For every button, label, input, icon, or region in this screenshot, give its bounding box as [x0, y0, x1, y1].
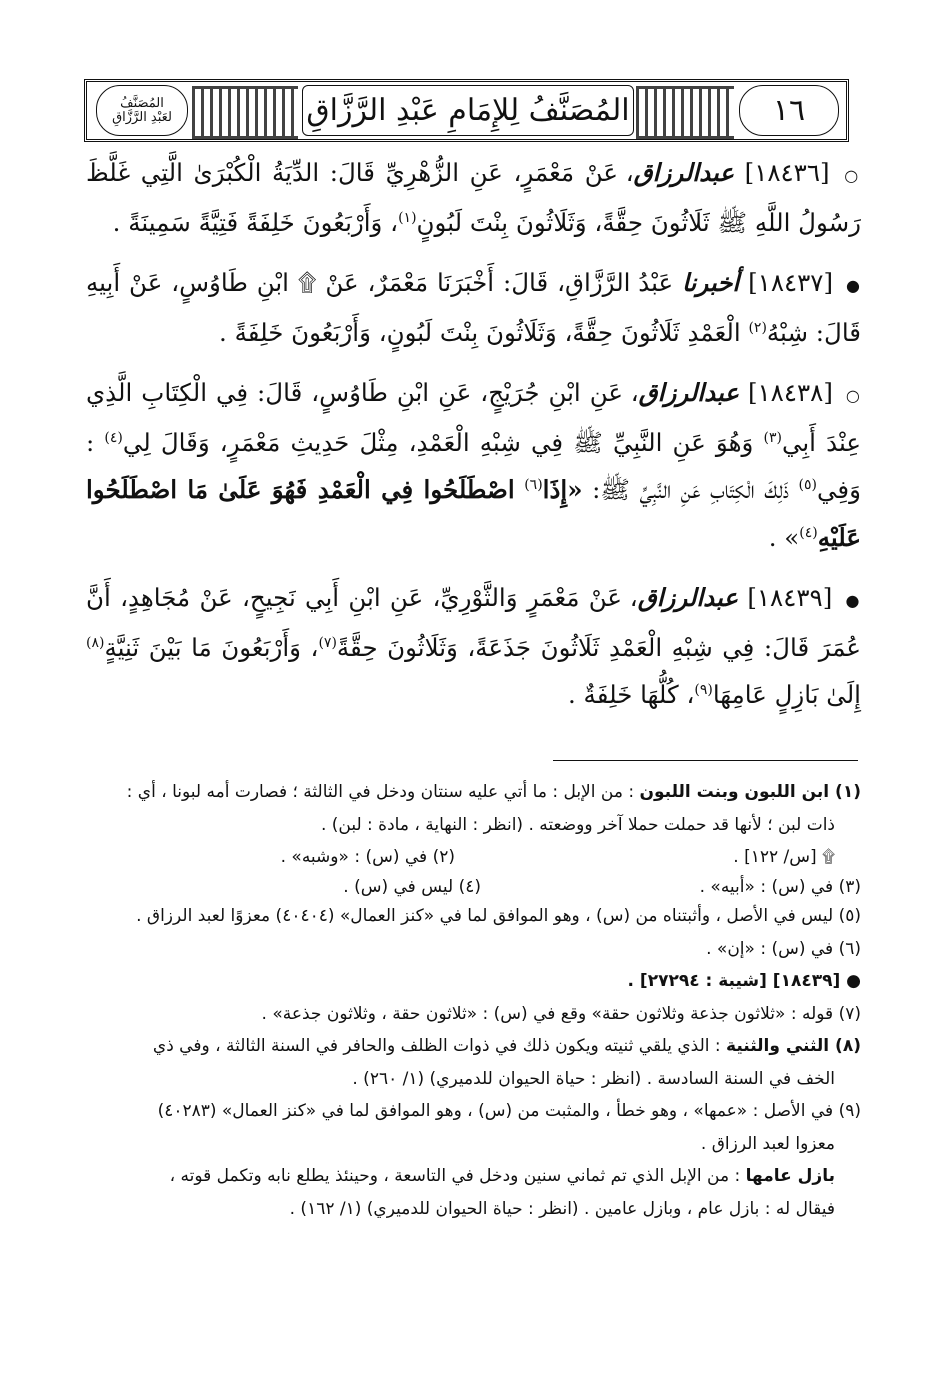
footnote-8-cont: الخف في السنة السادسة . (انظر : حياة الحيوان للدميري) (١/ ٢٦٠) .: [352, 1068, 835, 1089]
hadith-18439: [86, 577, 861, 716]
ornament-right: [636, 86, 734, 139]
running-title: المُصَنَّفُ لِلإِمَامِ عَبْدِ الرَّزَّاقِ: [302, 85, 634, 136]
prophetic-quote: «إِذَا: [542, 475, 583, 505]
hadith-body: ذَلِكَ الْكِتَابِ عَنِ النَّبِيِّ ﷺ:: [592, 475, 789, 505]
hadith-body: وَهُوَ عَنِ النَّبِيِّ ﷺ فِي شِبْهِ الْعَمْدِ، مِثْلَ حَدِيثِ مَعْمَرٍ، وَقَالَ لِي: [122, 428, 754, 458]
footnote-8: [86, 1032, 861, 1062]
footnote-row: [86, 843, 861, 873]
hadith-number: [١٨٤٣٧]: [748, 268, 834, 298]
hadith-body-end: ، وَأَرْبَعُونَ خَلِفَةً فَتِيَّةً سَمِينَةً .: [112, 208, 399, 238]
logo-line-2: لعَبْدِ الرَّزَّاقِ: [112, 109, 172, 125]
hadith-marker: ○: [845, 386, 861, 406]
footnote-9: (٩) في الأصل : «عمها» ، وهو خطأ ، والمثبت من (س) ، وهو الموافق لما في «كنز العمال» (٤٠٢٨٣): [157, 1101, 861, 1121]
hadith-body-end: الْعَمْدِ ثَلَاثُونَ حِقَّةً، وَثَلَاثُونَ بِنْتَ لَبُونٍ، وَأَرْبَعُونَ خَلِفَةً .: [219, 318, 741, 348]
footnote-ref[interactable]: (١): [398, 210, 417, 226]
hadith-number: [١٨٤٣٦]: [744, 158, 830, 187]
footnote-term: (٨) الثني والثنية: [726, 1036, 861, 1056]
hadith-narrator: عبدالرزاق: [633, 158, 734, 187]
hadith-18436: [86, 152, 861, 244]
footnote-separator: [553, 760, 858, 761]
hadith-body: ، عَنْ مَعْمَرٍ، عَنِ الزُّهْرِيِّ قَالَ: الدِّيَةُ الْكُبْرَىٰ الَّتِي غَلَّظَ رَسُولُ اللَّهِ ﷺ ثَلَاثُونَ حِقَّةً، وَثَلَاثُونَ بِنْتَ لَبُونٍ: [86, 158, 861, 238]
hadith-narrator: عبدالرزاق: [638, 378, 739, 408]
footnote-ref[interactable]: (٤): [104, 430, 123, 447]
hadith-18437: [86, 262, 861, 354]
footnote-5: (٥) ليس في الأصل ، وأثبتناه من (س) ، وهو الموافق لما في «كنز العمال» (٤٠٤٠٤) معزوًا لعبد الرزاق .: [136, 906, 861, 926]
footnote-ref[interactable]: (٣): [763, 430, 782, 447]
footnote-4: (٤) ليس في (س) .: [343, 876, 481, 897]
hadith-body: إِلَىٰ بَازِلٍ عَامِهَا: [712, 680, 861, 710]
footnote-text: : من الإبل : ما أتي عليه سنتان ودخل في الثالثة ؛ فصارت أمه لبونا ، أي :: [126, 782, 635, 802]
cross-reference: ● [١٨٤٣٩] [شيبة : ٢٧٢٩٤] .: [627, 971, 861, 991]
hadith-number: [١٨٤٣٨]: [747, 378, 833, 408]
footnote-row: [86, 873, 861, 903]
hadith-marker: ○: [844, 166, 861, 185]
hadith-body: عَبْدُ الرَّزَّاقِ، قَالَ: أَخْبَرَنَا مَعْمَرٌ، عَنْ ۩ ابْنِ طَاوُسٍ، عَنْ أَبِيهِ قَالَ: شِبْهُ: [86, 268, 861, 348]
prophetic-quote: اصْطَلَحُوا فِي الْعَمْدِ فَهُوَ عَلَىٰ مَا اصْطَلَحُوا عَلَيْهِ: [86, 475, 861, 552]
hadith-body: ، عَنْ مَعْمَرٍ وَالثَّوْرِيِّ، عَنِ ابْنِ أَبِي نَجِيحٍ، عَنْ مُجَاهِدٍ، أَنَّ عُمَرَ قَالَ: فِي شِبْهِ الْعَمْدِ ثَلَاثُونَ جَذَعَةً، وَثَلَاثُونَ حِقَّةً: [86, 582, 861, 662]
page-header: [84, 79, 849, 142]
footnote-ref[interactable]: (٦): [524, 477, 543, 494]
quote-end: » .: [768, 522, 800, 552]
footnote-1: [86, 778, 861, 808]
footnote-ref[interactable]: (٨): [86, 634, 105, 651]
footnote-text: : الذي يلقي ثنيته ويكون ذلك في ذوات الظلف والحافر في السنة الثالثة ، وفي ذي: [152, 1036, 721, 1056]
hadith-body: : وَفِي: [86, 428, 861, 505]
logo-line-1: المُصَنَّفُ: [120, 95, 164, 111]
footnote-6: (٦) في (س) : «إن» .: [706, 938, 861, 959]
hadith-text: [86, 152, 861, 734]
hadith-body-end: ، كُلُّهَا خَلِفَةٌ .: [567, 680, 695, 710]
footnote-9-cont: معزوا لعبد الرزاق .: [700, 1133, 835, 1154]
hadith-18438: [86, 372, 861, 558]
footnote-ref[interactable]: (٤): [799, 524, 818, 541]
hadith-marker: ●: [845, 276, 862, 296]
hadith-body: ، عَنِ ابْنِ جُرَيْجٍ، عَنِ ابْنِ طَاوُسٍ، قَالَ: فِي الْكِتَابِ الَّذِي عِنْدَ أَبِي: [86, 378, 861, 458]
footnote-7: (٧) قوله : «ثلاثون جذعة وثلاثون حقة» وقع في (س) : «ثلاثون حقة ، وثلاثون جذعة» .: [261, 1003, 861, 1024]
hadith-marker: ●: [845, 590, 862, 610]
footnote-1-cont: ذات لبن ؛ لأنها قد حملت حملا آخر ووضعته . (انظر : النهاية ، مادة : لبن) .: [320, 814, 835, 835]
hadith-narrator: أخبرنا: [682, 268, 740, 298]
ornament-left: [192, 86, 298, 139]
footnote-bazil-cont: فيقال له : بازل عام ، وبازل عامين . (انظر : حياة الحيوان للدميري) (١/ ١٦٢) .: [289, 1198, 835, 1219]
footnotes: [86, 778, 861, 1227]
hadith-narrator: عبدالرزاق: [637, 582, 739, 612]
footnote-bazil: [86, 1162, 861, 1192]
hadith-number: [١٨٤٣٩]: [747, 582, 833, 612]
hadith-body: ، وَأَرْبَعُونَ مَا بَيْنَ ثَنِيَّةٍ: [104, 632, 319, 662]
series-logo: [96, 85, 188, 136]
footnote-term: بازل عامها: [745, 1166, 835, 1186]
footnote-ref[interactable]: (٢): [748, 320, 767, 337]
footnote-term: (١) ابن اللبون وبنت اللبون: [639, 782, 861, 802]
footnote-ref[interactable]: (٧): [318, 634, 337, 651]
footnote-3: (٣) في (س) : «أبيه» .: [699, 876, 861, 897]
manuscript-ref: ۩ [س/ ١٢٢] .: [733, 847, 835, 867]
footnote-ref[interactable]: (٥): [798, 477, 818, 494]
footnote-text: : من الإبل الذي تم ثماني سنين ودخل في التاسعة ، وحينئذ يطلع نابه وتكمل قوته ،: [169, 1166, 741, 1186]
footnote-2: (٢) في (س) : «وشبه» .: [280, 847, 455, 867]
page-number: ١٦: [739, 85, 839, 136]
footnote-ref[interactable]: (٩): [694, 681, 713, 698]
